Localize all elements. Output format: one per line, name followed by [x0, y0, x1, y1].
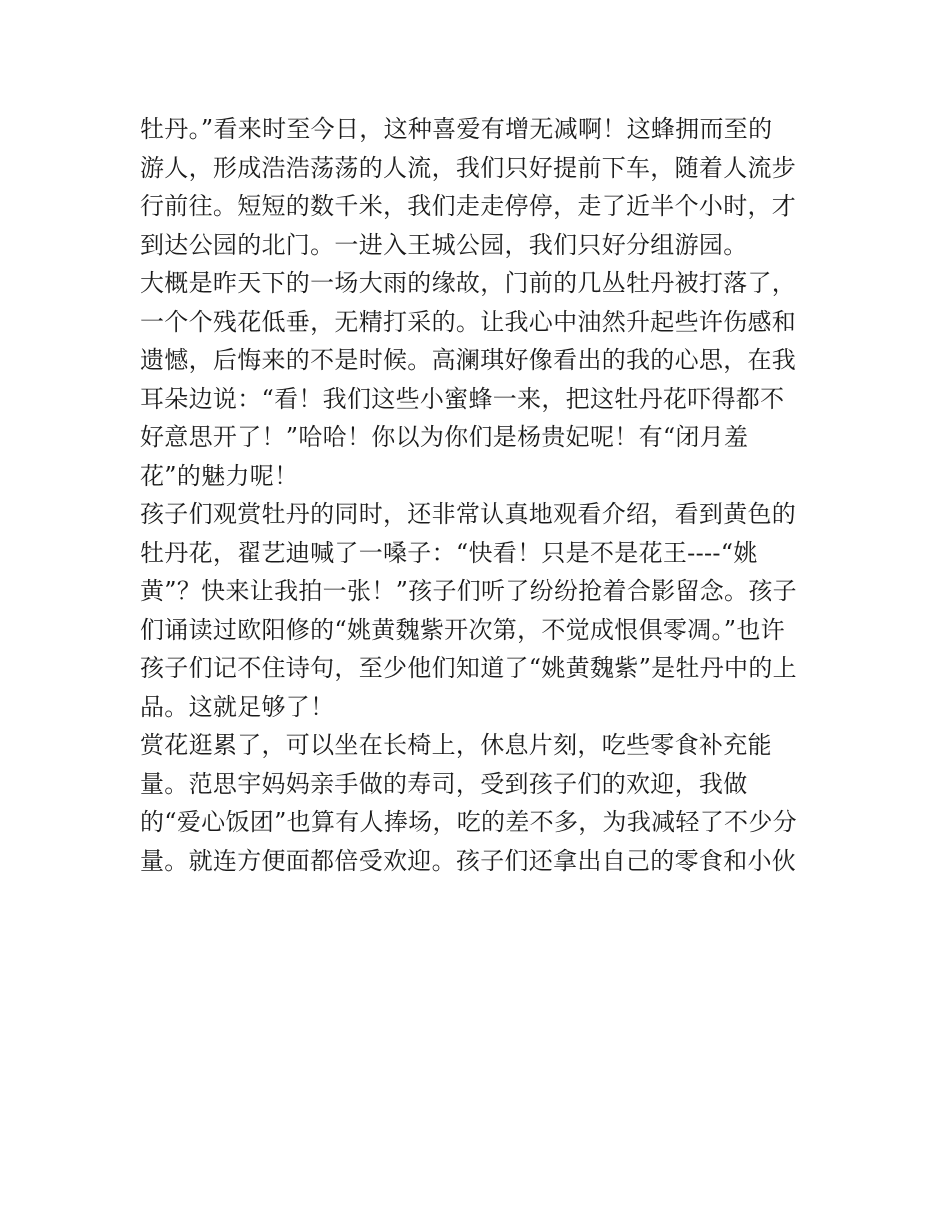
text-line: 赏花逛累了，可以坐在长椅上，休息片刻，吃些零食补充能 [140, 731, 772, 759]
text-line: 耳朵边说：“看！我们这些小蜜蜂一来，把这牡丹花吓得都不 [140, 384, 785, 413]
text-line: 牡丹花，翟艺迪喊了一嗓子：“快看！只是不是花王----“姚 [140, 538, 758, 567]
text-line: 品。这就足够了！ [140, 692, 335, 721]
text-line: 大概是昨天下的一场大雨的缘故，门前的几丛牡丹被打落了， [140, 269, 797, 297]
text-line: 孩子们观赏牡丹的同时，还非常认真地观看介绍，看到黄色的 [140, 500, 797, 528]
body-text [140, 110, 820, 880]
text-line: 牡丹。”看来时至今日，这种喜爱有增无减啊！这蜂拥而至的 [140, 115, 773, 143]
text-line: 量。范思宇妈妈亲手做的寿司，受到孩子们的欢迎，我做 [140, 769, 748, 798]
text-line: 行前往。短短的数千米，我们走走停停，走了近半个小时，才 [140, 192, 797, 220]
text-line: 好意思开了！”哈哈！你以为你们是杨贵妃呢！有“闭月羞 [140, 423, 749, 451]
text-line: 到达公园的北门。一进入王城公园，我们只好分组游园。 [140, 230, 748, 259]
text-line: 遗憾，后悔来的不是时候。高澜琪好像看出的我的心思，在我 [140, 346, 797, 374]
text-line: 孩子们记不住诗句，至少他们知道了“姚黄魏紫”是牡丹中的上 [140, 654, 797, 682]
text-line: 一个个残花低垂，无精打采的。让我心中油然升起些许伤感和 [140, 307, 797, 336]
text-line: 黄”？快来让我拍一张！”孩子们听了纷纷抢着合影留念。孩子 [140, 577, 797, 605]
text-line: 们诵读过欧阳修的“姚黄魏紫开次第，不觉成恨俱零凋。”也许 [140, 615, 785, 644]
text-line: 的“爱心饭团”也算有人捧场，吃的差不多，为我减轻了不少分 [140, 808, 797, 836]
text-line: 花”的魅力呢！ [140, 461, 299, 490]
text-line: 游人，形成浩浩荡荡的人流，我们只好提前下车，随着人流步 [140, 153, 797, 182]
text-line: 量。就连方便面都倍受欢迎。孩子们还拿出自己的零食和小伙 [140, 846, 797, 875]
